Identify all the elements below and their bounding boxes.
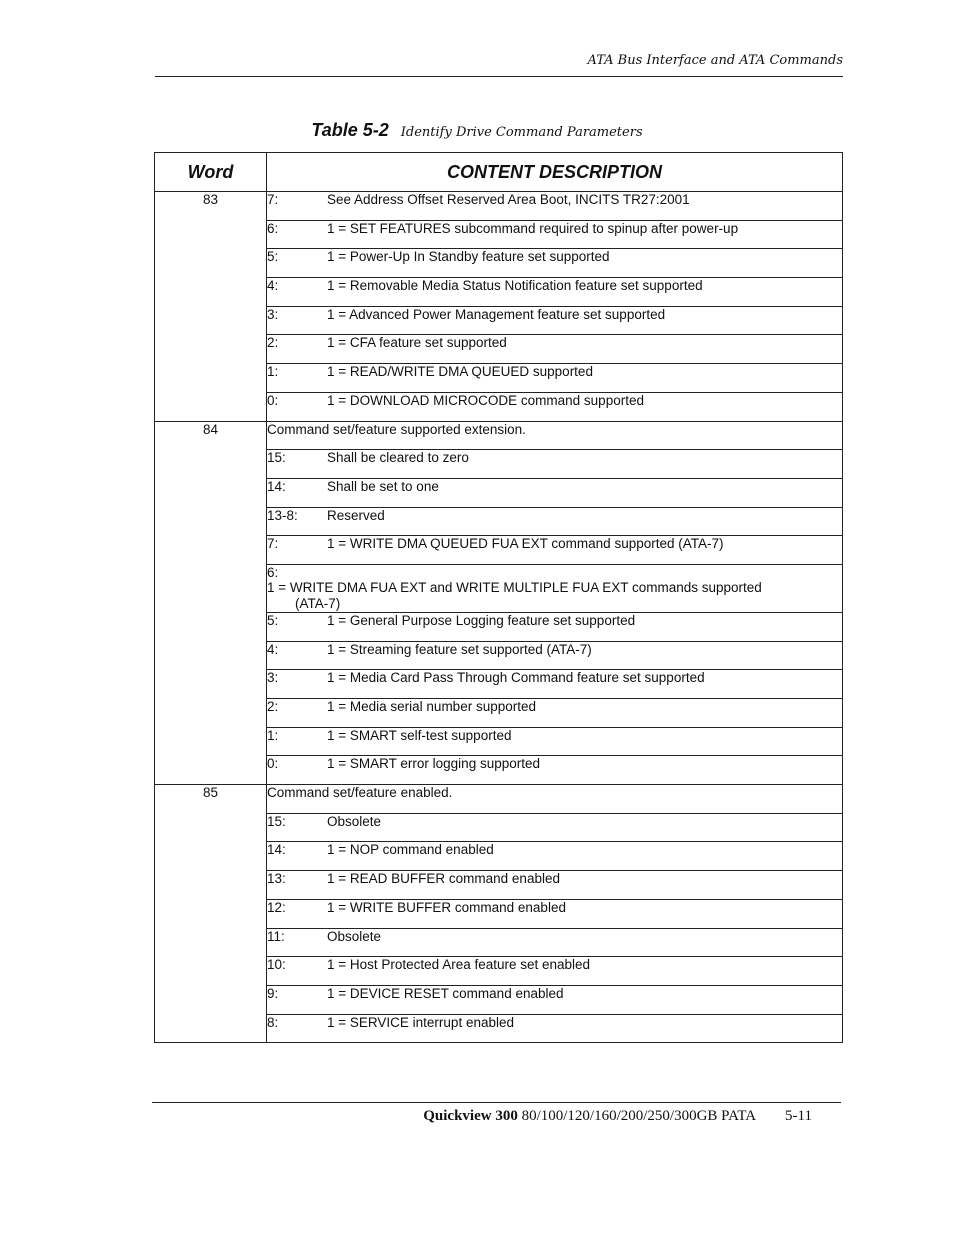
bit-label: 15: — [267, 813, 286, 829]
bit-label: 0: — [267, 392, 279, 408]
bit-description-cell — [267, 192, 843, 221]
bit-description: Reserved — [327, 507, 385, 523]
bit-description: 1 = General Purpose Logging feature set supported — [327, 612, 636, 628]
bit-label: 13: — [267, 871, 286, 887]
bit-label: 13-8: — [267, 507, 298, 523]
bit-label: 15: — [267, 450, 286, 466]
running-title: ATA Bus Interface and ATA Commands — [587, 53, 843, 68]
bit-label: 14: — [267, 842, 286, 858]
table-caption — [0, 120, 954, 141]
bit-label: 14: — [267, 478, 286, 494]
bit-description: 1 = DEVICE RESET command enabled — [327, 985, 564, 1001]
bit-label: 8: — [267, 1014, 279, 1030]
bit-description: Obsolete — [327, 813, 382, 829]
bit-label: 7: — [267, 536, 279, 552]
bit-description: Shall be set to one — [327, 478, 439, 494]
bit-label: 2: — [267, 699, 279, 714]
bit-description: 1 = Host Protected Area feature set enabled — [327, 957, 591, 973]
bit-description-cell — [267, 1014, 843, 1043]
bit-description: 1 = CFA feature set supported — [327, 335, 507, 351]
bit-description-cell — [267, 278, 843, 307]
bit-label: 3: — [267, 306, 279, 322]
table-title: Identify Drive Command Parameters — [400, 125, 643, 140]
bit-description: 1 = Media serial number supported — [327, 699, 536, 714]
bit-description: See Address Offset Reserved Area Boot, INCITS TR27:2001 — [327, 192, 690, 207]
bit-description: Shall be cleared to zero — [327, 450, 469, 466]
bit-description-cell — [267, 756, 843, 785]
table-body — [155, 192, 843, 1043]
word-number: 84 — [155, 421, 267, 785]
bit-label: 4: — [267, 641, 279, 657]
bit-description: 1 = READ/WRITE DMA QUEUED supported — [327, 364, 593, 380]
footer-product: Quickview 300 — [423, 1108, 518, 1124]
bit-label: 12: — [267, 899, 286, 915]
identify-drive-parameters-table — [154, 152, 843, 1043]
bit-description-cell — [267, 478, 843, 507]
bit-label: 2: — [267, 335, 279, 351]
bit-label: 6: — [267, 220, 279, 236]
bit-description-cell — [267, 985, 843, 1014]
footer-models: 80/100/120/160/200/250/300GB PATA — [521, 1108, 756, 1124]
bit-description: 1 = WRITE BUFFER command enabled — [327, 899, 566, 915]
column-header-word: Word — [155, 153, 267, 192]
bit-description: 1 = Removable Media Status Notification feature set supported — [327, 278, 703, 294]
bit-description-cell — [267, 612, 843, 641]
running-head — [155, 52, 843, 77]
bit-description-cell — [267, 871, 843, 900]
bit-label: 9: — [267, 985, 279, 1001]
table-number: Table 5-2 — [311, 120, 389, 140]
bit-description-cell — [267, 507, 843, 536]
bit-label: 6: — [267, 564, 279, 580]
bit-description: 1 = WRITE DMA FUA EXT and WRITE MULTIPLE FUA EXT commands supported (ATA-7) — [267, 579, 762, 611]
bit-description-cell — [267, 957, 843, 986]
bit-description-cell — [267, 928, 843, 957]
bit-label: 10: — [267, 957, 286, 973]
bit-label: 5: — [267, 249, 279, 265]
word-number: 85 — [155, 785, 267, 1043]
page-number: 5-11 — [785, 1108, 812, 1124]
bit-description-cell — [267, 364, 843, 393]
bit-description-cell — [267, 899, 843, 928]
bit-description: 1 = NOP command enabled — [327, 842, 494, 858]
word-number: 83 — [155, 192, 267, 422]
bit-description-cell — [267, 842, 843, 871]
bit-description-cell — [267, 335, 843, 364]
bit-description-cell — [267, 306, 843, 335]
bit-label: 11: — [267, 928, 285, 944]
bit-label: 4: — [267, 278, 279, 294]
table-row — [155, 421, 843, 450]
bit-description: 1 = Streaming feature set supported (ATA-7) — [327, 641, 592, 657]
bit-description-cell — [267, 220, 843, 249]
bit-description: 1 = SMART error logging supported — [327, 756, 540, 772]
bit-description: 1 = Power-Up In Standby feature set supported — [327, 249, 610, 265]
bit-description-cell — [267, 727, 843, 756]
bit-description-cell — [267, 564, 843, 612]
bit-description: 1 = DOWNLOAD MICROCODE command supported — [327, 392, 644, 408]
bit-description: 1 = WRITE DMA QUEUED FUA EXT command supported (ATA-7) — [327, 536, 724, 552]
bit-description: 1 = Advanced Power Management feature set supported — [327, 306, 666, 322]
bit-description: 1 = SMART self-test supported — [327, 727, 512, 743]
bit-description-cell — [267, 249, 843, 278]
bit-description: 1 = SERVICE interrupt enabled — [327, 1014, 514, 1030]
footer-rule — [152, 1102, 841, 1103]
bit-description-cell — [267, 641, 843, 670]
column-header-content-description: CONTENT DESCRIPTION — [267, 153, 843, 192]
bit-label: 5: — [267, 612, 279, 628]
bit-description: 1 = SET FEATURES subcommand required to spinup after power-up — [327, 220, 739, 236]
bit-label: 3: — [267, 670, 279, 686]
bit-description-cell — [267, 450, 843, 479]
bit-label: 7: — [267, 192, 279, 207]
bit-label: 0: — [267, 756, 279, 772]
word-description: Command set/feature enabled. — [267, 785, 843, 814]
bit-description-cell — [267, 392, 843, 421]
page-footer — [0, 1108, 812, 1125]
table-row — [155, 785, 843, 814]
bit-label: 1: — [267, 364, 279, 380]
bit-description-cell — [267, 813, 843, 842]
bit-description: 1 = READ BUFFER command enabled — [327, 871, 560, 887]
bit-description-cell — [267, 699, 843, 728]
bit-label: 1: — [267, 727, 279, 743]
table-row — [155, 192, 843, 221]
bit-description-cell — [267, 536, 843, 565]
bit-description: Obsolete — [327, 928, 382, 944]
bit-description: 1 = Media Card Pass Through Command feature set supported — [327, 670, 705, 686]
table-header-row — [155, 153, 843, 192]
bit-description-cell — [267, 670, 843, 699]
word-description: Command set/feature supported extension. — [267, 421, 843, 450]
